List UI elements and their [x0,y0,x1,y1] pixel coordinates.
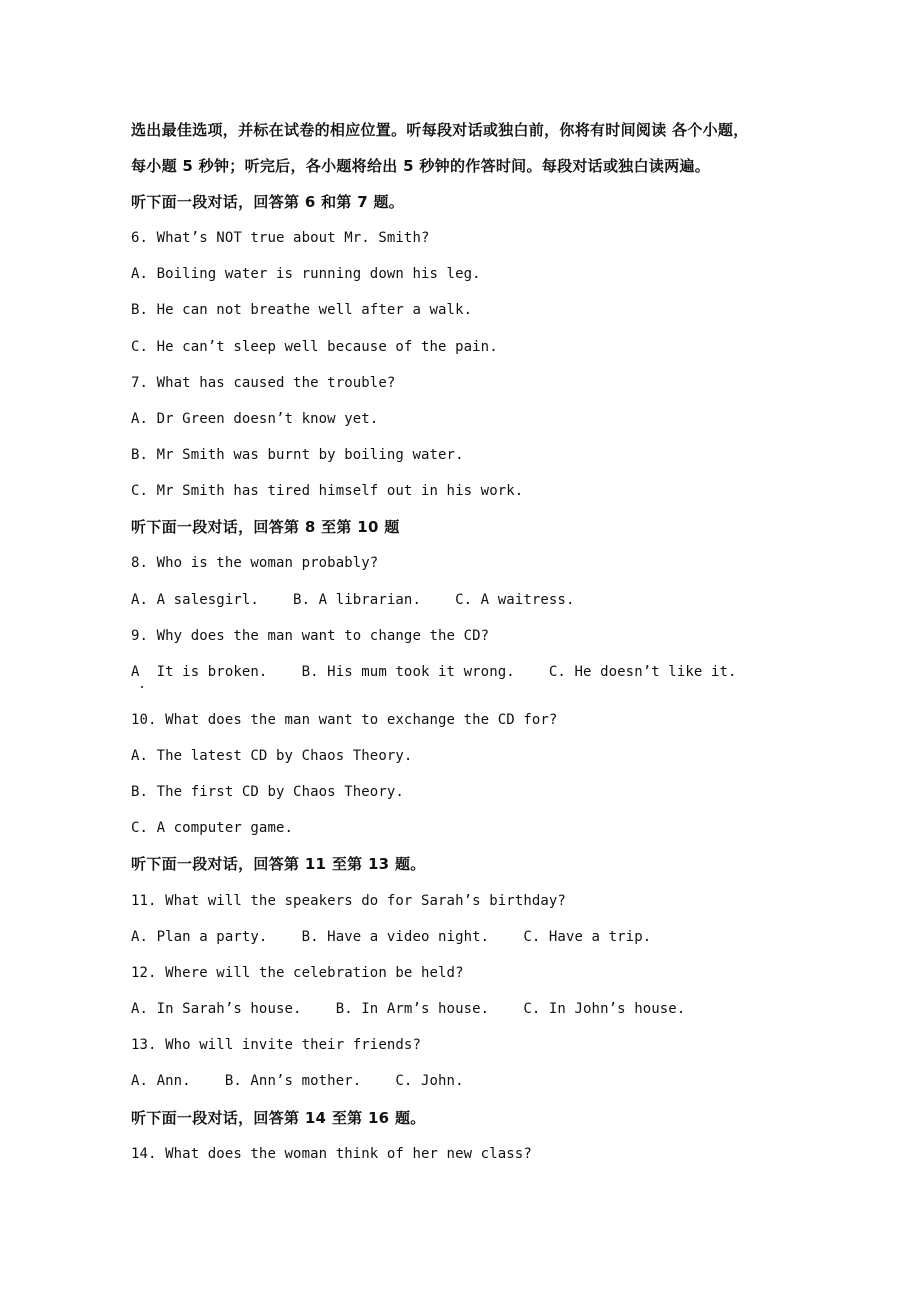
option-7a: A. Dr Green doesn’t know yet. [131,411,379,427]
question-8: 8. Who is the woman probably? [131,555,379,571]
instruction-line-2: 每小题 5 秒钟；听完后，各小题将给出 5 秒钟的作答时间。每段对话或独白读两遍。 [131,157,711,175]
section-heading-8-10: 听下面一段对话，回答第 8 至第 10 题 [131,518,400,536]
option-6b: B. He can not breathe well after a walk. [131,302,473,318]
question-14: 14. What does the woman think of her new class? [131,1146,532,1162]
question-7: 7. What has caused the trouble? [131,375,396,391]
option-10b: B. The first CD by Chaos Theory. [131,784,404,800]
option-7b: B. Mr Smith was burnt by boiling water. [131,447,464,463]
section-heading-14-16: 听下面一段对话，回答第 14 至第 16 题。 [131,1109,426,1127]
question-11: 11. What will the speakers do for Sarah’s birthday? [131,893,566,909]
options-8: A. A salesgirl. B. A librarian. C. A waitress. [131,592,575,608]
instruction-line-1: 选出最佳选项，并标在试卷的相应位置。听每段对话或独白前，你将有时间阅读 各个小题， [131,121,749,139]
section-heading-6-7: 听下面一段对话，回答第 6 和第 7 题。 [131,193,405,211]
option-6a: A. Boiling water is running down his leg. [131,266,481,282]
options-13: A. Ann. B. Ann’s mother. C. John. [131,1073,464,1089]
option-10c: C. A computer game. [131,820,294,836]
question-13: 13. Who will invite their friends? [131,1037,421,1053]
options-12: A. In Sarah’s house. B. In Arm’s house. C. In John’s house. [131,1001,686,1017]
section-heading-11-13: 听下面一段对话，回答第 11 至第 13 题。 [131,855,426,873]
options-9: A It is broken. B. His mum took it wrong. C. He doesn’t like it. [131,664,737,680]
options-11: A. Plan a party. B. Have a video night. C. Have a trip. [131,929,652,945]
question-9: 9. Why does the man want to change the CD? [131,628,490,644]
option-6c: C. He can’t sleep well because of the pain. [131,339,498,355]
question-10: 10. What does the man want to exchange the CD for? [131,712,558,728]
option-10a: A. The latest CD by Chaos Theory. [131,748,413,764]
option-7c: C. Mr Smith has tired himself out in his work. [131,483,524,499]
question-12: 12. Where will the celebration be held? [131,965,464,981]
question-6: 6. What’s NOT true about Mr. Smith? [131,230,430,246]
stray-dot-mark [141,686,143,688]
